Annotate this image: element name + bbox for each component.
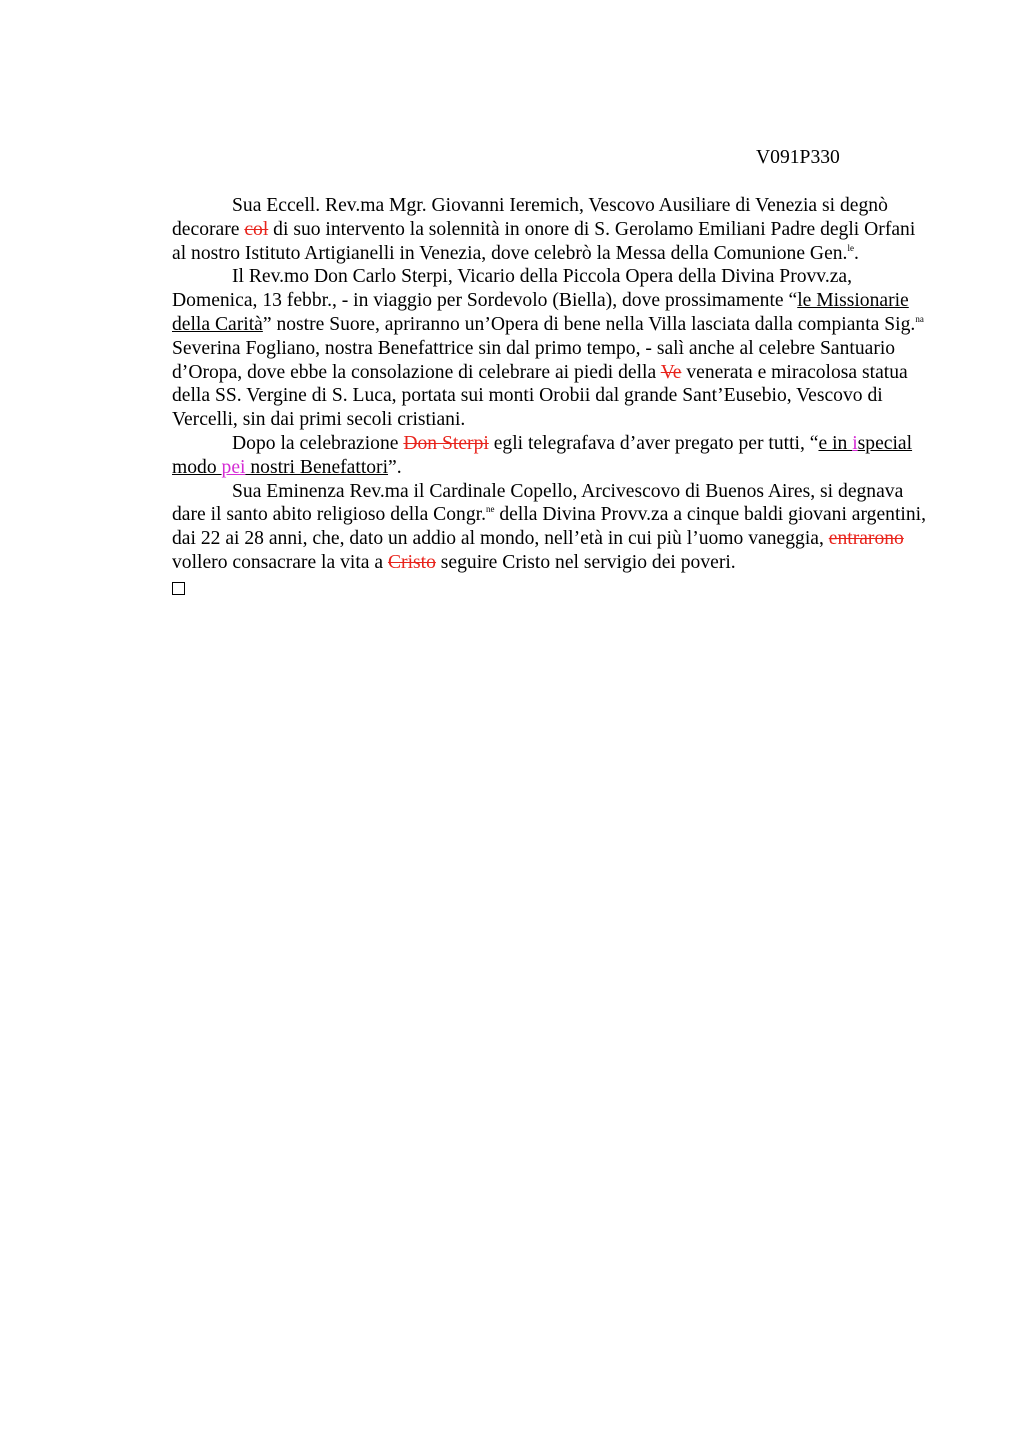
text-run: di suo intervento la solennità in onore di S. Gerolamo Emiliani Padre degli Orfani al nostro Istituto Artigianelli in Venezia, dove celebrò la Messa della Comunione Gen. — [172, 218, 916, 264]
text-run: vollero consacrare la vita a — [172, 551, 388, 573]
underlined-text: le Missionarie della Carità — [172, 290, 909, 335]
paragraph-2 — [172, 265, 932, 432]
paragraph-3 — [172, 432, 932, 480]
text-run: seguire Cristo nel servigio dei poveri. — [435, 551, 736, 573]
text-run: egli telegrafava d’aver pregato per tutti, “ — [488, 432, 819, 454]
deleted-text: entrarono — [828, 528, 904, 550]
paragraph-1 — [172, 194, 932, 265]
end-of-document-box-icon — [172, 582, 185, 595]
inserted-text: i — [852, 432, 858, 454]
paragraph-4 — [172, 480, 932, 575]
text-run: ” nostre Suore, apriranno un’Opera di bene nella Villa lasciata dalla compianta Sig. — [262, 313, 916, 335]
text-run: Severina Fogliano, nostra Benefattrice sin dal primo tempo, - salì anche al celebre Santuario d’Oropa, dove ebbe la consolazione di celebrare ai piedi della — [172, 337, 896, 383]
superscript: na — [915, 313, 924, 324]
underlined-text: nostri Benefattori — [245, 456, 389, 478]
underlined-text: e in — [818, 432, 853, 454]
text-run: Sua Eccell. Rev.ma Mgr. Giovanni Ieremich, Vescovo Ausiliare di Venezia si degnò decorare — [172, 195, 888, 240]
text-run: venerata e miracolosa statua della SS. Vergine di S. Luca, portata sui monti Orobii dal grande Sant’Eusebio, Vescovo di Vercelli, sin dai primi secoli cristiani. — [172, 361, 908, 431]
text-run: Sua Eminenza Rev.ma il Cardinale Copello, Arcivescovo di Buenos Aires, si degnava dare il santo abito religioso della Congr. — [172, 480, 904, 526]
text-run: Il Rev.mo Don Carlo Sterpi, Vicario della Piccola Opera della Divina Provv.za, Domenica, 13 febbr., - in viaggio per Sordevolo (Biella), dove prossimamente “ — [172, 266, 853, 312]
superscript: ne — [485, 504, 495, 515]
deleted-text: Cristo — [387, 551, 436, 573]
text-run: Dopo la celebrazione — [232, 432, 404, 454]
text-run: della Divina Provv.za a cinque baldi giovani argentini, dai 22 ai 28 anni, che, dato un addio al mondo, nell’età in cui più l’uomo vaneggia, — [172, 504, 926, 550]
text-run: . — [853, 242, 859, 264]
superscript: le — [847, 242, 854, 253]
document-body — [172, 194, 932, 595]
page-identifier: V091P330 — [756, 147, 840, 168]
underlined-text: special modo — [172, 432, 913, 478]
deleted-text: Don Sterpi — [403, 432, 489, 454]
deleted-text: Ve — [660, 361, 682, 383]
text-run: ”. — [388, 456, 402, 478]
inserted-text: pei — [221, 456, 246, 478]
deleted-text: col — [244, 218, 269, 240]
